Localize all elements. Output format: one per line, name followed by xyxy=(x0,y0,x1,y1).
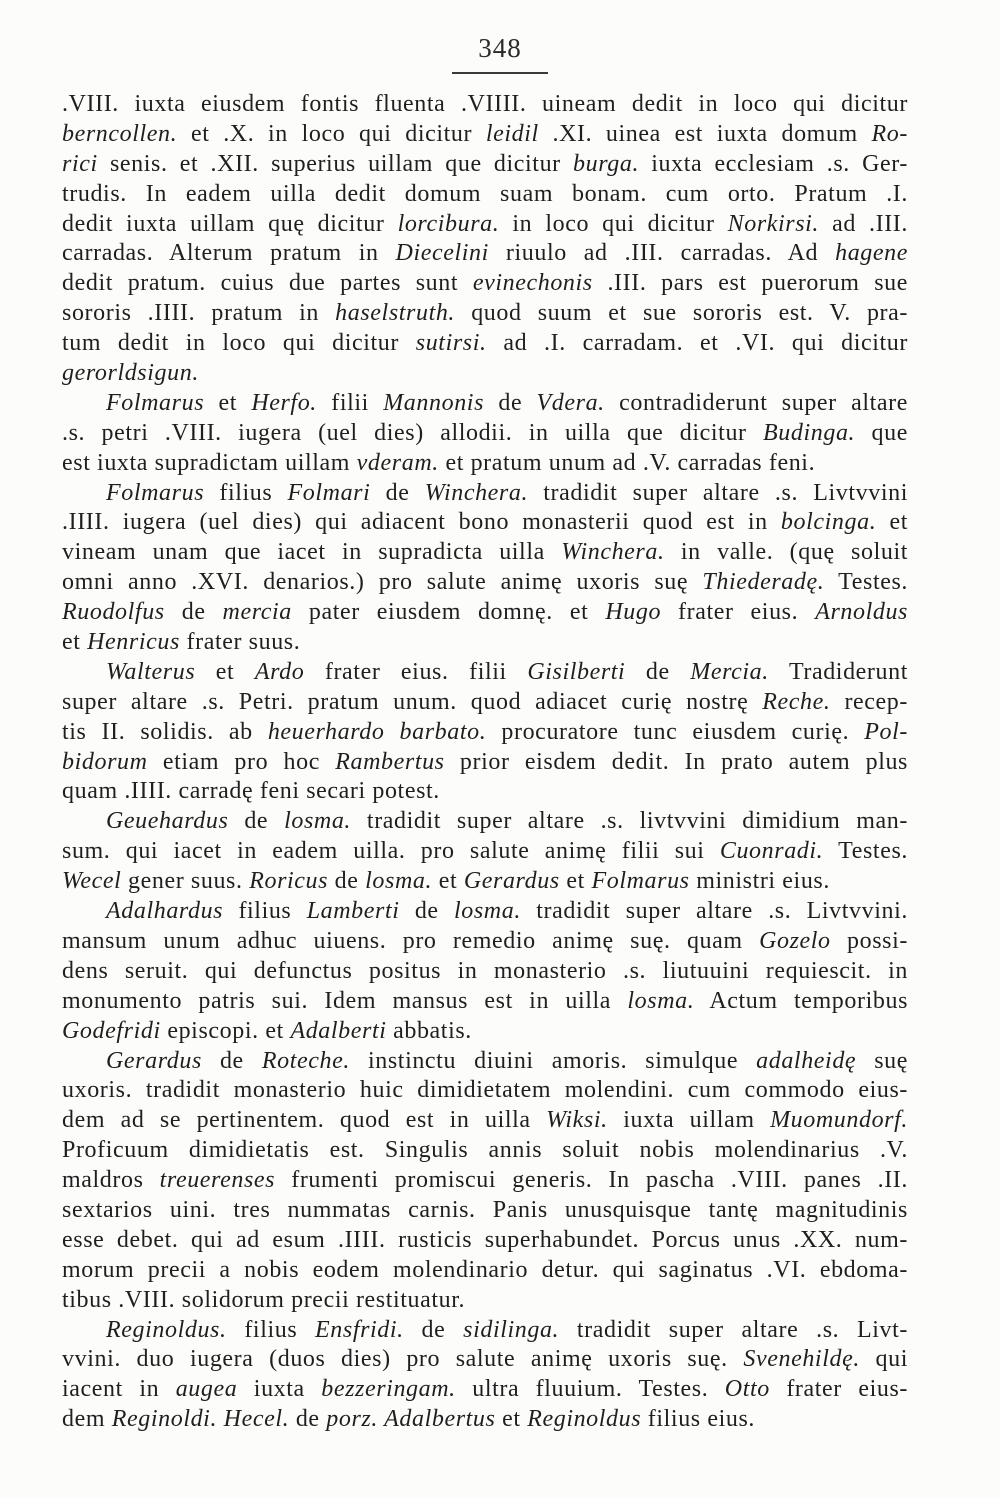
italic-text: Folmarus xyxy=(591,868,690,895)
text-run: de xyxy=(328,868,366,895)
italic-text: Reginoldus. xyxy=(106,1316,227,1343)
italic-text: Godefridi xyxy=(62,1017,161,1044)
italic-text: Otto xyxy=(724,1376,770,1403)
italic-text: Vdera. xyxy=(536,389,605,416)
text-run: frater suus. xyxy=(179,629,301,656)
italic-text: Diecelini xyxy=(395,240,489,267)
text-run: et xyxy=(559,868,592,895)
text-line xyxy=(62,1106,908,1136)
italic-text: sutirsi. xyxy=(415,330,487,357)
text-run: ad .I. carradam. et .VI. qui dicitur xyxy=(486,330,908,357)
text-line xyxy=(62,807,908,837)
text-run: tradidit super altare .s. livtvvini dimidium man- xyxy=(351,808,908,835)
page-number: 348 xyxy=(478,33,522,63)
italic-text: Herfo. xyxy=(251,389,317,416)
text-line xyxy=(62,628,908,658)
text-run: que xyxy=(855,419,908,446)
italic-text: lorcibura. xyxy=(397,210,500,237)
italic-text: porz. Adalbertus xyxy=(326,1406,496,1433)
italic-text: Folmarus xyxy=(106,389,205,416)
text-run: de xyxy=(289,1406,327,1433)
italic-text: augea xyxy=(175,1376,238,1403)
text-run: dem ad se pertinentem. quod est in uilla xyxy=(62,1107,547,1134)
text-run: tibus .VIII. solidorum precii restituatur. xyxy=(62,1286,466,1313)
italic-text: losma. xyxy=(365,868,433,895)
italic-text: Henricus xyxy=(87,629,180,656)
text-run: possi- xyxy=(830,927,908,954)
text-run: frater eius. xyxy=(661,599,816,626)
text-run: Actum temporibus xyxy=(694,987,909,1014)
italic-text: berncollen. xyxy=(62,120,178,147)
italic-text: losma. xyxy=(284,808,352,835)
italic-text: Reginoldi. Hecel. xyxy=(111,1406,290,1433)
text-line xyxy=(62,1405,908,1435)
italic-text: adalheidę xyxy=(756,1047,857,1074)
text-run: .IIII. iugera (uel dies) qui adiacent bono monasterii quod est in xyxy=(62,509,781,536)
text-run: qui xyxy=(859,1346,908,1373)
text-line xyxy=(62,927,908,957)
text-run: de xyxy=(164,599,223,626)
text-run: frater eius- xyxy=(769,1376,908,1403)
text-run: .VIII. iuxta eiusdem fontis fluenta .VIIII. uineam dedit in loco qui dicitur xyxy=(62,91,908,117)
text-run: sum. qui iacet in eadem uilla. pro salute animę filii sui xyxy=(62,838,720,865)
text-run: procuratore tunc eiusdem curię. xyxy=(486,718,865,745)
italic-text: burga. xyxy=(573,150,640,177)
text-run: et xyxy=(432,868,464,895)
text-run: tum dedit in loco qui dicitur xyxy=(62,330,416,357)
text-run: tradidit super altare .s. Livtvvini xyxy=(528,479,909,506)
italic-text: Roricus xyxy=(249,868,329,895)
italic-text: Ruodolfus xyxy=(62,599,165,626)
italic-text: losma. xyxy=(627,987,695,1014)
italic-text: Thiederadę. xyxy=(702,569,825,596)
italic-text: bezzeringam. xyxy=(321,1376,456,1403)
text-line xyxy=(62,1196,908,1226)
text-run: dedit pratum. cuius due partes sunt xyxy=(62,270,473,297)
text-run: dedit iuxta uillam quę dicitur xyxy=(62,210,398,237)
paragraph xyxy=(62,658,908,807)
paragraph xyxy=(62,897,908,1046)
text-line xyxy=(62,508,908,538)
text-line xyxy=(62,150,908,180)
text-run: iuxta uillam xyxy=(607,1107,771,1134)
text-run: .XI. uinea est iuxta domum xyxy=(538,120,872,147)
text-line xyxy=(62,120,908,150)
italic-text: haselstruth. xyxy=(335,300,456,327)
text-line xyxy=(62,658,908,688)
text-run: filius xyxy=(204,479,288,506)
text-run: et xyxy=(204,389,252,416)
text-run: iuxta xyxy=(237,1376,322,1403)
text-run: vvini. duo iugera (duos dies) pro salute animę uxoris suę. xyxy=(62,1346,744,1373)
italic-text: Geuehardus xyxy=(106,808,229,835)
italic-text: evinechonis xyxy=(472,270,593,297)
text-run: morum precii a nobis eodem molendinario detur. qui saginatus .VI. ebdoma- xyxy=(62,1256,908,1283)
italic-text: heuerhardo barbato. xyxy=(267,718,487,745)
text-line xyxy=(62,748,908,778)
text-line xyxy=(62,1375,908,1405)
text-run: de xyxy=(370,479,425,506)
text-run: trudis. In eadem uilla dedit domum suam bonam. cum orto. Pratum .I. xyxy=(62,180,908,207)
italic-text: Folmari xyxy=(287,479,371,506)
text-run: filius xyxy=(223,898,307,925)
text-line xyxy=(62,688,908,718)
italic-text: Hugo xyxy=(605,599,662,626)
text-line xyxy=(62,1256,908,1286)
italic-text: Folmarus xyxy=(106,479,205,506)
text-run: frumenti promiscui generis. In pascha .VIII. panes .II. xyxy=(275,1167,908,1194)
paragraph xyxy=(62,1316,908,1436)
text-run: etiam pro hoc xyxy=(147,748,336,775)
text-run: Proficuum dimidietatis est. Singulis annis soluit nobis molendinarius .V. xyxy=(62,1137,908,1164)
body-text xyxy=(62,90,908,1435)
text-run: de xyxy=(625,658,691,685)
text-run: filii xyxy=(316,389,384,416)
text-run: instinctu diuini amoris. simulque xyxy=(349,1047,757,1074)
italic-text: Adalberti xyxy=(290,1017,387,1044)
italic-text: Reginoldus xyxy=(527,1406,642,1433)
text-line xyxy=(62,987,908,1017)
text-run: riuulo ad .III. carradas. Ad xyxy=(488,240,836,267)
italic-text: Cuonradi. xyxy=(719,838,824,865)
text-line xyxy=(62,1316,908,1346)
text-run: dens seruit. qui defunctus positus in monasterio .s. liutuuini requiescit. in xyxy=(62,957,908,984)
header-rule xyxy=(452,72,548,74)
italic-text: Ro- xyxy=(871,120,908,147)
italic-text: Arnoldus xyxy=(815,599,908,626)
text-line xyxy=(62,269,908,299)
text-line xyxy=(62,718,908,748)
text-run: carradas. Alterum pratum in xyxy=(62,240,396,267)
text-run: dem xyxy=(62,1406,112,1433)
text-run: maldros xyxy=(62,1167,160,1194)
italic-text: Mercia. xyxy=(690,658,769,685)
text-line xyxy=(62,1286,908,1316)
text-line xyxy=(62,1345,908,1375)
text-run: .III. pars est puerorum sue xyxy=(592,270,908,297)
text-line xyxy=(62,90,908,120)
italic-text: Reche. xyxy=(762,688,831,715)
text-run: episcopi. et xyxy=(160,1017,291,1044)
text-run: ministri eius. xyxy=(689,868,830,895)
text-run: esse debet. qui ad esum .IIII. rusticis superhabundet. Porcus unus .XX. num- xyxy=(62,1226,908,1253)
text-line xyxy=(62,389,908,419)
text-line xyxy=(62,299,908,329)
text-run: est iuxta supradictam uillam xyxy=(62,449,357,476)
text-run: et .X. in loco qui dicitur xyxy=(177,120,486,147)
text-run: iuxta ecclesiam .s. Ger- xyxy=(639,150,908,177)
text-run: senis. et .XII. superius uillam que dicitur xyxy=(97,150,573,177)
italic-text: treuerenses xyxy=(159,1167,276,1194)
text-run: Testes. xyxy=(824,569,908,596)
text-line xyxy=(62,449,908,479)
text-run: abbatis. xyxy=(386,1017,472,1044)
italic-text: Ardo xyxy=(254,658,305,685)
text-run: gener suus. xyxy=(121,868,250,895)
text-run: Testes. xyxy=(823,838,908,865)
italic-text: leidil xyxy=(485,120,539,147)
text-run: quam .IIII. carradę feni secari potest. xyxy=(62,778,440,805)
text-run: de xyxy=(228,808,285,835)
italic-text: Muomundorf. xyxy=(770,1107,908,1134)
italic-text: Mannonis xyxy=(383,389,485,416)
paragraph xyxy=(62,90,908,389)
text-run: de xyxy=(403,1316,464,1343)
text-run: et xyxy=(195,658,255,685)
text-run: tis II. solidis. ab xyxy=(62,718,268,745)
italic-text: Gozelo xyxy=(759,927,831,954)
text-run: et xyxy=(495,1406,528,1433)
text-run: super altare .s. Petri. pratum unum. quod adiacet curię nostrę xyxy=(62,688,763,715)
italic-text: sidilinga. xyxy=(463,1316,560,1343)
italic-text: bolcinga. xyxy=(780,509,877,536)
text-run: tradidit super altare .s. Livtvvini. xyxy=(520,898,908,925)
text-run: in valle. (quę soluit xyxy=(664,539,909,566)
text-run: uxoris. tradidit monasterio huic dimidietatem molendini. cum commodo eius- xyxy=(62,1077,908,1104)
text-run: suę xyxy=(856,1047,908,1074)
text-line xyxy=(62,1136,908,1166)
text-run: et xyxy=(876,509,908,536)
italic-text: mercia xyxy=(222,599,292,626)
text-run: et pratum unum ad .V. carradas feni. xyxy=(438,449,816,476)
italic-text: Roteche. xyxy=(261,1047,350,1074)
text-line xyxy=(62,210,908,240)
text-line xyxy=(62,957,908,987)
text-run: de xyxy=(399,898,454,925)
text-line xyxy=(62,1166,908,1196)
text-line xyxy=(62,598,908,628)
text-run: monumento patris sui. Idem mansus est in uilla xyxy=(62,987,628,1014)
italic-text: Wiksi. xyxy=(546,1107,608,1134)
italic-text: Winchera. xyxy=(561,539,665,566)
italic-text: Adalhardus xyxy=(106,898,224,925)
text-run: in loco qui dicitur xyxy=(499,210,728,237)
text-line xyxy=(62,1076,908,1106)
text-run: ultra fluuium. Testes. xyxy=(455,1376,725,1403)
text-run: mansum unum adhuc uiuens. pro remedio animę suę. quam xyxy=(62,927,760,954)
italic-text: Rambertus xyxy=(335,748,445,775)
text-run: Tradiderunt xyxy=(768,658,908,685)
paragraph xyxy=(62,389,908,479)
text-run: filius xyxy=(226,1316,316,1343)
text-run: iacent in xyxy=(62,1376,176,1403)
text-line xyxy=(62,538,908,568)
text-run: de xyxy=(201,1047,262,1074)
text-run: contradiderunt super altare xyxy=(604,389,908,416)
text-line xyxy=(62,897,908,927)
italic-text: hagene xyxy=(835,240,908,267)
text-line xyxy=(62,777,908,807)
italic-text: Gisilberti xyxy=(527,658,626,685)
italic-text: bidorum xyxy=(62,748,148,775)
text-line xyxy=(62,419,908,449)
italic-text: Budinga. xyxy=(763,419,856,446)
text-line xyxy=(62,837,908,867)
text-run: recep- xyxy=(830,688,908,715)
italic-text: vderam. xyxy=(356,449,439,476)
text-line xyxy=(62,1017,908,1047)
italic-text: Gerardus xyxy=(106,1047,202,1074)
italic-text: Lamberti xyxy=(306,898,400,925)
text-run: sextarios uini. tres nummatas carnis. Panis unusquisque tantę magnitudinis xyxy=(62,1196,908,1223)
text-run: .s. petri .VIII. iugera (uel dies) allodii. in uilla que dicitur xyxy=(62,419,764,446)
italic-text: Ensfridi. xyxy=(315,1316,404,1343)
text-run: vineam unam que iacet in supradicta uilla xyxy=(62,539,562,566)
text-run: prior eisdem dedit. In prato autem plus xyxy=(444,748,908,775)
text-line xyxy=(62,359,908,389)
paragraph xyxy=(62,807,908,897)
text-run: pater eiusdem domnę. et xyxy=(291,599,606,626)
text-run: et xyxy=(62,629,88,656)
italic-text: rici xyxy=(62,150,98,177)
text-run: sororis .IIII. pratum in xyxy=(62,300,336,327)
text-run: frater eius. filii xyxy=(304,658,528,685)
text-line xyxy=(62,180,908,210)
italic-text: Gerardus xyxy=(463,868,560,895)
text-line xyxy=(62,479,908,509)
text-line xyxy=(62,1047,908,1077)
page-header xyxy=(0,31,1000,65)
italic-text: Wecel xyxy=(62,868,122,895)
italic-text: Winchera. xyxy=(424,479,529,506)
text-run: quod suum et sue sororis est. V. pra- xyxy=(455,300,908,327)
text-run: filius eius. xyxy=(641,1406,755,1433)
italic-text: gerorldsigun. xyxy=(62,360,199,387)
italic-text: losma. xyxy=(454,898,521,925)
text-run: de xyxy=(484,389,537,416)
text-run: tradidit super altare .s. Livt- xyxy=(559,1316,908,1343)
paragraph xyxy=(62,479,908,658)
text-run: omni anno .XVI. denarios.) pro salute animę uxoris suę xyxy=(62,569,703,596)
italic-text: Walterus xyxy=(106,658,196,685)
italic-text: Pol- xyxy=(864,718,909,745)
text-run: ad .III. xyxy=(819,210,909,237)
text-line xyxy=(62,867,908,897)
italic-text: Svenehildę. xyxy=(743,1346,860,1373)
italic-text: Norkirsi. xyxy=(727,210,820,237)
text-line xyxy=(62,329,908,359)
text-line xyxy=(62,1226,908,1256)
paragraph xyxy=(62,1047,908,1316)
text-line xyxy=(62,239,908,269)
text-line xyxy=(62,568,908,598)
